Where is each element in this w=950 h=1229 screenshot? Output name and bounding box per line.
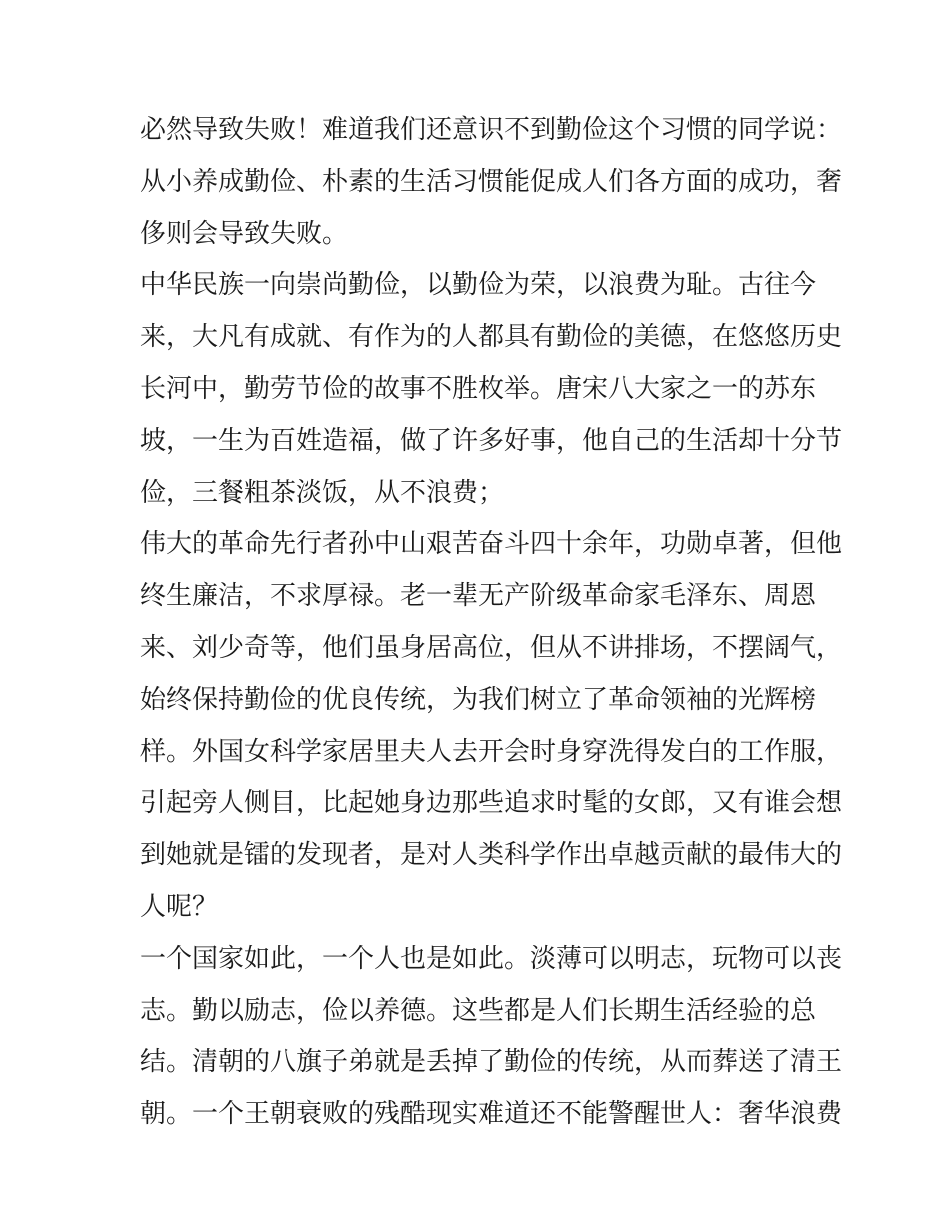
text-line: 终生廉洁，不求厚禄。老一辈无产阶级革命家毛泽东、周恩	[140, 581, 817, 612]
text-line: 始终保持勤俭的优良传统，为我们树立了革命领袖的光辉榜	[140, 684, 817, 715]
text-line: 必然导致失败！难道我们还意识不到勤俭这个习惯的同学说：	[140, 115, 843, 145]
text-line: 人呢？	[140, 891, 219, 922]
text-line: 坡，一生为百姓造福，做了许多好事，他自己的生活却十分节	[140, 425, 843, 456]
text-line: 伟大的革命先行者孙中山艰苦奋斗四十余年，功勋卓著，但他	[140, 529, 843, 560]
body-text	[140, 105, 843, 1141]
text-line: 样。外国女科学家居里夫人去开会时身穿洗得发白的工作服，	[140, 736, 843, 767]
text-line: 来，大凡有成就、有作为的人都具有勤俭的美德，在悠悠历史	[140, 322, 843, 353]
text-line: 志。勤以励志，俭以养德。这些都是人们长期生活经验的总	[140, 995, 817, 1026]
text-line: 朝。一个王朝衰败的残酷现实难道还不能警醒世人：奢华浪费	[140, 1099, 843, 1130]
text-line: 到她就是镭的发现者，是对人类科学作出卓越贡献的最伟大的	[140, 840, 843, 871]
text-line: 结。清朝的八旗子弟就是丢掉了勤俭的传统，从而葬送了清王	[140, 1047, 843, 1078]
text-line: 从小养成勤俭、朴素的生活习惯能促成人们各方面的成功，奢	[140, 166, 843, 197]
text-line: 一个国家如此，一个人也是如此。淡薄可以明志，玩物可以丧	[140, 943, 843, 974]
text-line: 长河中，勤劳节俭的故事不胜枚举。唐宋八大家之一的苏东	[140, 373, 817, 404]
text-line: 俭，三餐粗茶淡饭，从不浪费；	[140, 477, 505, 508]
text-line: 来、刘少奇等，他们虽身居高位，但从不讲排场，不摆阔气，	[140, 632, 843, 663]
text-line: 引起旁人侧目，比起她身边那些追求时髦的女郎，又有谁会想	[140, 788, 843, 819]
text-line: 侈则会导致失败。	[140, 218, 349, 249]
text-line: 中华民族一向崇尚勤俭，以勤俭为荣，以浪费为耻。古往今	[140, 270, 817, 301]
